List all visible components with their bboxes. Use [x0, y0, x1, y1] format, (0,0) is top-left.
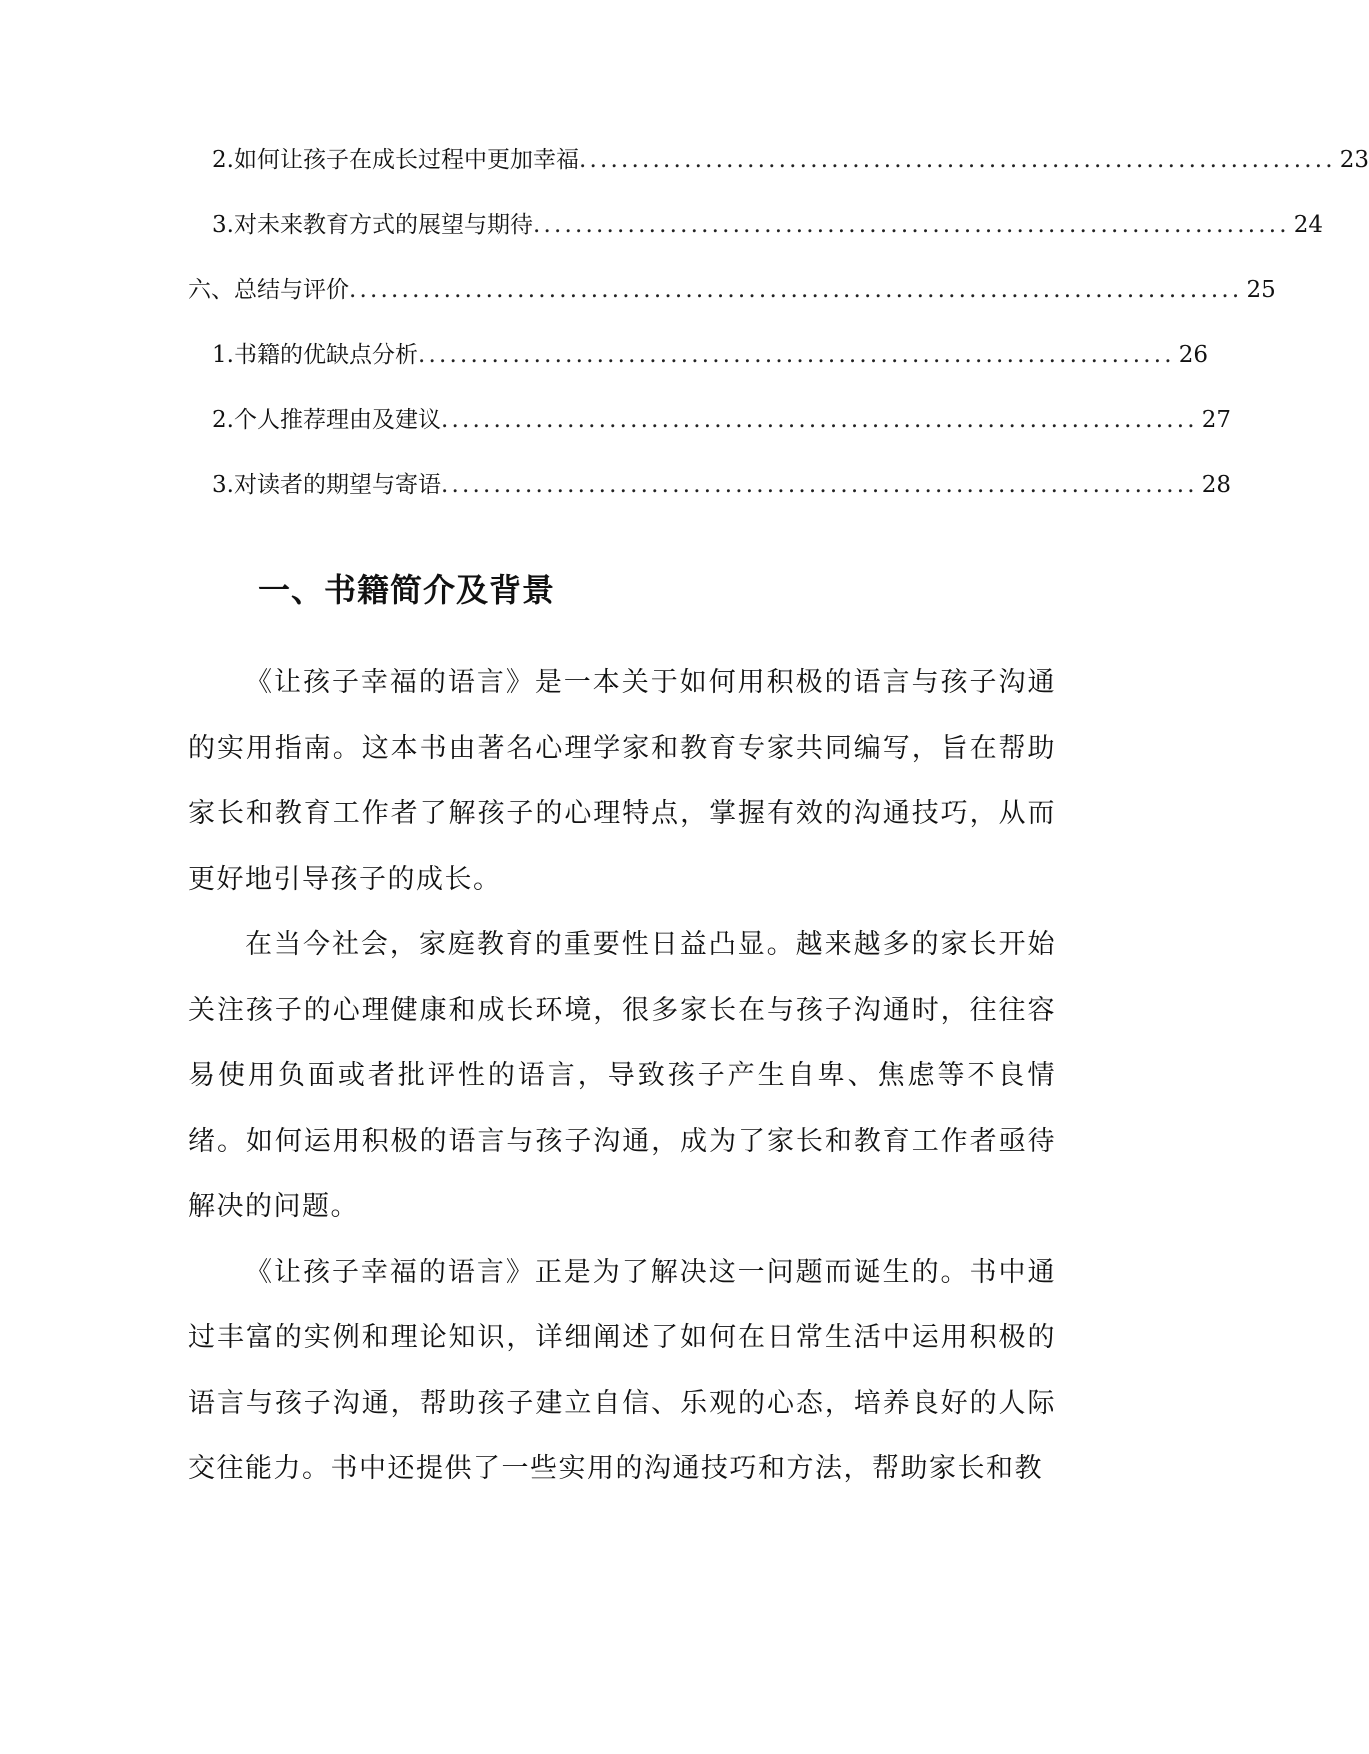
toc-entry-title: 对未来教育方式的展望与期待 — [233, 212, 533, 238]
toc-leader-dots: ........................................................................ — [532, 212, 1290, 238]
toc-entry-page: 24 — [1293, 212, 1324, 238]
toc-entry[interactable] — [188, 272, 1276, 308]
body-paragraph: 《让孩子幸福的语言》是一本关于如何用积极的语言与孩子沟通的实用指南。这本书由著名心理学家和教育专家共同编写，旨在帮助家长和教育工作者了解孩子的心理特点，掌握有效的沟通技巧，从而更好地引导孩子的成长。 — [188, 667, 1056, 895]
toc-entry-title: 个人推荐理由及建议 — [233, 407, 441, 433]
toc-entry-number: 2. — [212, 147, 234, 173]
toc-leader-dots: ........................................................................ — [440, 472, 1198, 498]
toc-entry-page: 28 — [1201, 472, 1232, 498]
toc-leader-dots: ..................................................................................... — [349, 277, 1243, 303]
toc-entry-number: 2. — [212, 407, 234, 433]
section-body — [188, 650, 1056, 1502]
toc-leader-dots: ........................................................................ — [578, 147, 1336, 173]
section-heading: 一、书籍简介及背景 — [258, 571, 556, 609]
toc-entry-page: 25 — [1246, 277, 1276, 303]
toc-leader-dots: ........................................................................ — [440, 407, 1198, 433]
toc-entry-number: 1. — [212, 342, 234, 368]
toc-entry[interactable] — [212, 142, 1369, 178]
toc-entry-page: 26 — [1178, 342, 1209, 368]
toc-entry[interactable] — [212, 467, 1232, 503]
toc-entry-title: 书籍的优缺点分析 — [233, 342, 418, 368]
body-paragraph: 《让孩子幸福的语言》正是为了解决这一问题而诞生的。书中通过丰富的实例和理论知识，详细阐述了如何在日常生活中运用积极的语言与孩子沟通，帮助孩子建立自信、乐观的心态，培养良好的人际交往能力。书中还提供了一些实用的沟通技巧和方法，帮助家长和教 — [188, 1256, 1056, 1484]
toc-entry[interactable] — [212, 402, 1232, 438]
toc-entry-title: 对读者的期望与寄语 — [233, 472, 441, 498]
toc-entry[interactable] — [212, 207, 1324, 243]
toc-entry-page: 27 — [1201, 407, 1232, 433]
toc-entry-page: 23 — [1339, 147, 1369, 173]
toc-entry-title: 六、总结与评价 — [188, 277, 349, 303]
toc-entry-title: 如何让孩子在成长过程中更加幸福 — [233, 147, 579, 173]
body-paragraph: 在当今社会，家庭教育的重要性日益凸显。越来越多的家长开始关注孩子的心理健康和成长环境，很多家长在与孩子沟通时，往往容易使用负面或者批评性的语言，导致孩子产生自卑、焦虑等不良情绪。如何运用积极的语言与孩子沟通，成为了家长和教育工作者亟待解决的问题。 — [188, 929, 1056, 1222]
toc-entry[interactable] — [212, 337, 1209, 373]
toc-entry-number: 3. — [212, 472, 234, 498]
toc-leader-dots: ........................................................................ — [417, 342, 1175, 368]
toc-entry-number: 3. — [212, 212, 234, 238]
